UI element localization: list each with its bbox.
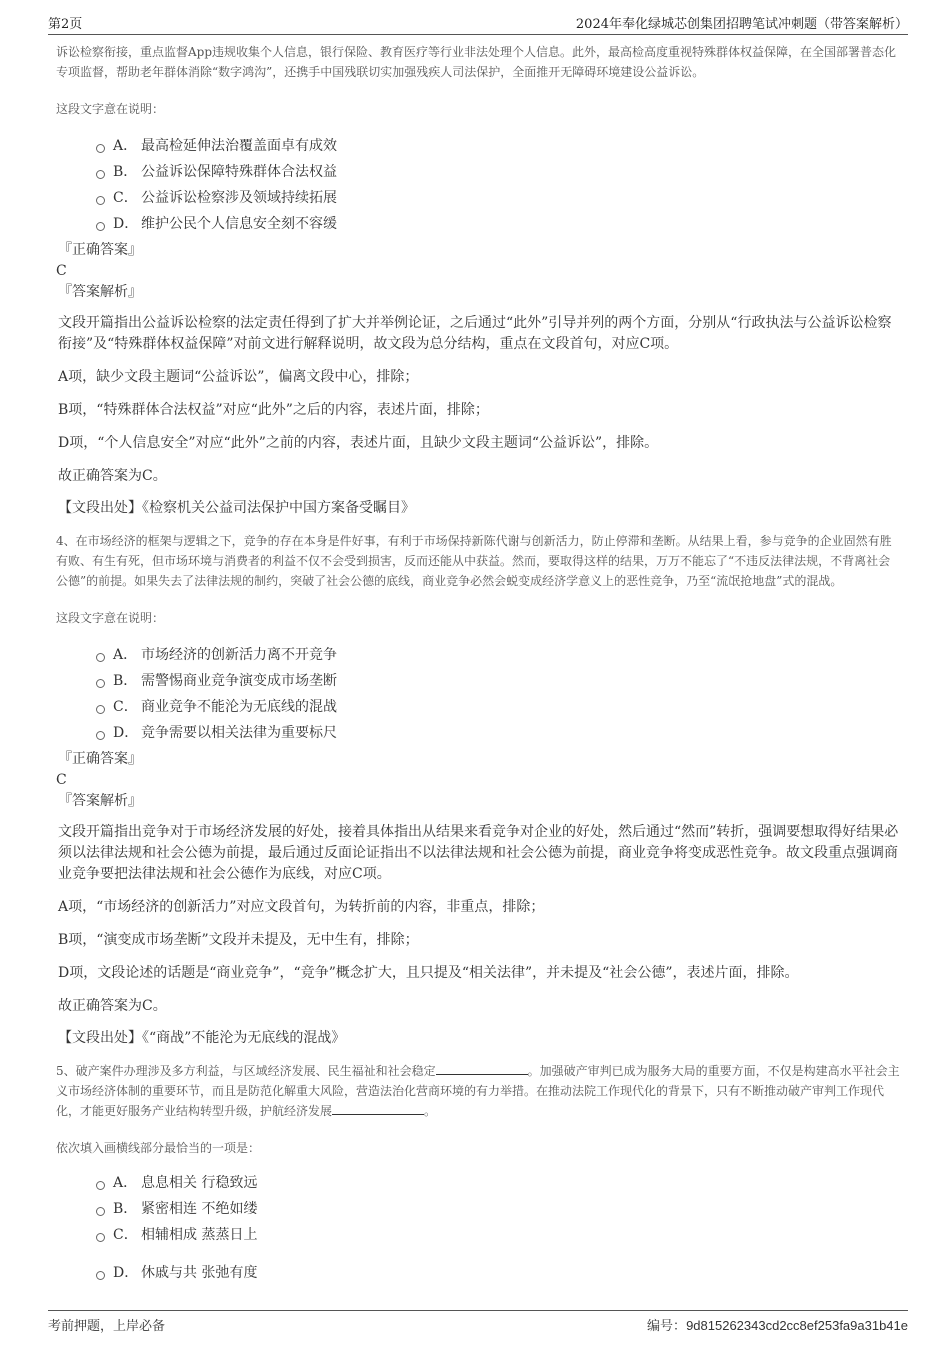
radio-icon[interactable] — [96, 1207, 105, 1216]
document-id-value: 9d815262343cd2cc8ef253fa9a31b41e — [686, 1318, 908, 1333]
q3-analysis-label: 『答案解析』 — [58, 284, 142, 300]
radio-icon[interactable] — [96, 196, 105, 205]
q3-answer-label: 『正确答案』 — [58, 242, 142, 258]
q4-options — [96, 642, 900, 746]
page-number: 第2页 — [48, 17, 83, 32]
q3-analysis-d: D项，“个人信息安全”对应“此外”之前的内容，表述片面，且缺少文段主题词“公益诉讼”，排除。 — [58, 435, 659, 451]
q3-options — [96, 133, 900, 237]
document-title: 2024年奉化绿城芯创集团招聘笔试冲刺题（带答案解析） — [575, 17, 908, 32]
q3-answer: C — [56, 263, 67, 279]
radio-icon[interactable] — [96, 731, 105, 740]
radio-icon[interactable] — [96, 144, 105, 153]
radio-icon[interactable] — [96, 653, 105, 662]
document-content — [56, 40, 900, 1286]
q3-analysis-main: 文段开篇指出公益诉讼检察的法定责任得到了扩大并举例论证，之后通过“此外”引导并列的两个方面，分别从“行政执法与公益诉讼检察衔接”及“特殊群体权益保障”对前文进行解释说明，故文段为总分结构，重点在文段首句，对应C项。 — [58, 315, 892, 352]
q4-analysis-label: 『答案解析』 — [58, 793, 142, 809]
q3-option-d[interactable]: D． 维护公民个人信息安全刻不容缓 — [96, 211, 900, 237]
q4-analysis-d: D项，文段论述的话题是“商业竞争”，“竞争”概念扩大，且只提及“相关法律”，并未提及“社会公德”，表述片面，排除。 — [58, 965, 799, 981]
q5-options — [96, 1170, 900, 1286]
q4-source: 【文段出处】《“商战”不能沦为无底线的混战》 — [58, 1030, 346, 1046]
q3-source: 【文段出处】《检察机关公益司法保护中国方案备受瞩目》 — [58, 500, 415, 516]
page-header — [48, 12, 908, 35]
q5-blank-2 — [332, 1102, 424, 1115]
q3-analysis-conclusion: 故正确答案为C。 — [58, 468, 167, 484]
q3-option-b[interactable]: B． 公益诉讼保障特殊群体合法权益 — [96, 159, 900, 185]
q5-passage: 5、破产案件办理涉及多方利益，与区域经济发展、民生福祉和社会稳定 。加强破产审判已成为服务大局的重要方面，不仅是构建高水平社会主义市场经济体制的重要环节，而且是防范化解重大风险，营造法治化营商环境的有力举措。在推动法院工作现代化的背景下，只有不断推动破产审判工作现代化，才能更好服务产业结构转型升级，护航经济发展 。 — [56, 1064, 900, 1118]
q5-option-a[interactable]: A． 息息相关 行稳致远 — [96, 1170, 900, 1196]
q3-analysis-b: B项，“特殊群体合法权益”对应“此外”之后的内容，表述片面，排除； — [58, 402, 489, 418]
q3-prompt: 这段文字意在说明： — [56, 102, 165, 116]
q3-analysis-a: A项，缺少文段主题词“公益诉讼”，偏离文段中心，排除； — [58, 369, 419, 385]
q4-analysis-main: 文段开篇指出竞争对于市场经济发展的好处，接着具体指出从结果来看竞争对企业的好处，然后通过“然而”转折，强调要想取得好结果必须以法律法规和社会公德为前提，最后通过反面论证指出不以法律法规和社会公德为前提，商业竞争将变成恶性竞争。故文段重点强调商业竞争要把法律法规和社会公德作为底线，对应C项。 — [58, 824, 899, 882]
q4-option-a[interactable]: A． 市场经济的创新活力离不开竞争 — [96, 642, 900, 668]
q5-option-c[interactable]: C． 相辅相成 蒸蒸日上 — [96, 1222, 900, 1248]
radio-icon[interactable] — [96, 705, 105, 714]
radio-icon[interactable] — [96, 679, 105, 688]
q4-analysis-b: B项，“演变成市场垄断”文段并未提及，无中生有，排除； — [58, 932, 419, 948]
q4-passage: 4、在市场经济的框架与逻辑之下，竞争的存在本身是件好事，有利于市场保持新陈代谢与创新活力，防止停滞和垄断。从结果上看，参与竞争的企业固然有胜有败、有生有死，但市场环境与消费者的利益不仅不会受到损害，反而还能从中获益。然而，要取得这样的结果，万万不能忘了“不违反法律法规，不背离社会公德”的前提。如果失去了法律法规的制约，突破了社会公德的底线，商业竞争必然会蜕变成经济学意义上的恶性竞争，乃至“流氓抢地盘”式的混战。 — [56, 534, 892, 588]
q5-option-d[interactable]: D． 休戚与共 张弛有度 — [96, 1260, 900, 1286]
q4-option-c[interactable]: C． 商业竞争不能沦为无底线的混战 — [96, 694, 900, 720]
q3-option-c[interactable]: C． 公益诉讼检察涉及领域持续拓展 — [96, 185, 900, 211]
radio-icon[interactable] — [96, 170, 105, 179]
q3-option-a[interactable]: A． 最高检延伸法治覆盖面卓有成效 — [96, 133, 900, 159]
radio-icon[interactable] — [96, 1181, 105, 1190]
document-id: 编号：9d815262343cd2cc8ef253fa9a31b41e — [647, 1318, 908, 1334]
q4-option-b[interactable]: B． 需警惕商业竞争演变成市场垄断 — [96, 668, 900, 694]
q4-option-d[interactable]: D． 竞争需要以相关法律为重要标尺 — [96, 720, 900, 746]
radio-icon[interactable] — [96, 1271, 105, 1280]
q4-answer: C — [56, 772, 67, 788]
q4-analysis-a: A项，“市场经济的创新活力”对应文段首句，为转折前的内容，非重点，排除； — [58, 899, 545, 915]
q4-analysis-conclusion: 故正确答案为C。 — [58, 998, 167, 1014]
q5-prompt: 依次填入画横线部分最恰当的一项是： — [56, 1141, 261, 1155]
q5-blank-1 — [436, 1062, 528, 1075]
q4-prompt: 这段文字意在说明： — [56, 611, 165, 625]
footer-slogan: 考前押题，上岸必备 — [48, 1319, 166, 1334]
q5-option-b[interactable]: B． 紧密相连 不绝如缕 — [96, 1196, 900, 1222]
q4-answer-label: 『正确答案』 — [58, 751, 142, 767]
page-footer — [48, 1310, 908, 1333]
radio-icon[interactable] — [96, 222, 105, 231]
radio-icon[interactable] — [96, 1233, 105, 1242]
q3-passage: 诉讼检察衔接，重点监督App违规收集个人信息，银行保险、教育医疗等行业非法处理个人信息。此外，最高检高度重视特殊群体权益保障，在全国部署普态化专项监督，帮助老年群体消除“数字鸿沟”，还携手中国残联切实加强残疾人司法保护，全面推开无障碍环境建设公益诉讼。 — [56, 45, 897, 79]
